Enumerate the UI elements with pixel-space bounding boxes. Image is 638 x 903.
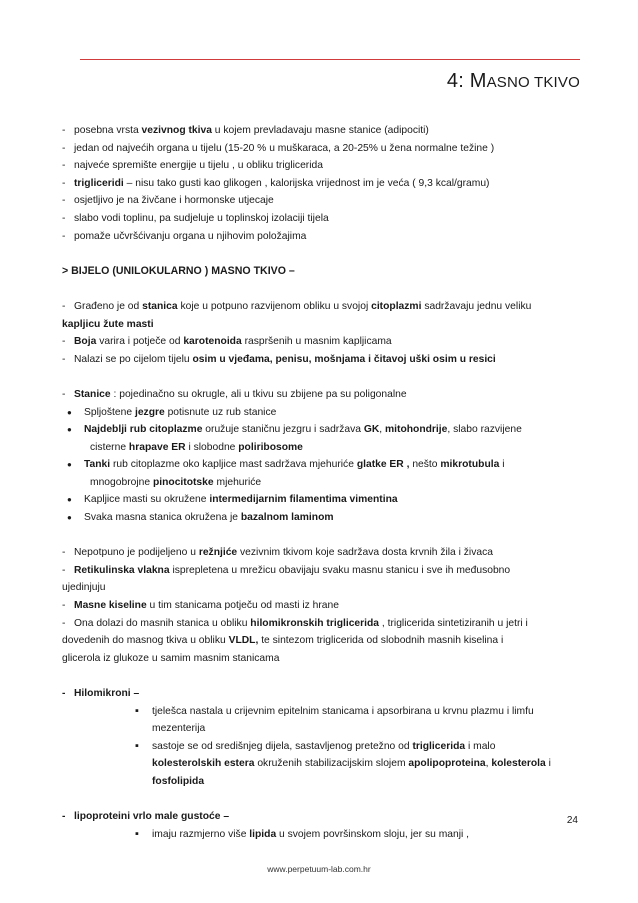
bullet-item: ● Svaka masna stanica okružena je bazalnom laminom — [62, 509, 582, 527]
text-line: - Masne kiseline u tim stanicama potječu od masti iz hrane — [62, 600, 339, 612]
list-item: - jedan od najvećih organa u tijelu (15-20 % u muškaraca, a 20-25% u žena normalne težine ) — [62, 142, 495, 154]
text-line: - Stanice : pojedinačno su okrugle, ali u tkivu su zbijene pa su poligonalne — [62, 388, 407, 400]
list-item: - pomaže učvršćivanju organa u njihovim položajima — [62, 230, 307, 242]
list-item: - najveće spremište energije u tijelu , u obliku triglicerida — [62, 160, 323, 172]
bullet-continuation: mezenterija — [152, 723, 206, 735]
text-line: - Nepotpuno je podijeljeno u režnjiće vezivnim tkivom koje sadržava dosta krvnih žila i živaca — [62, 547, 493, 559]
bullet-item: ● Tanki rub citoplazme oko kapljice mast sadržava mjehuriće glatke ER , nešto mikrotubula i — [62, 456, 582, 474]
text-line: ujedinjuju — [62, 582, 106, 594]
page-title: 4: MASNO TKIVO — [446, 70, 580, 92]
bullet-continuation: fosfolipida — [152, 775, 205, 787]
paragraph-structure — [62, 298, 582, 368]
list-item: - posebna vrsta vezivnog tkiva u kojem prevladavaju masne stanice (adipociti) — [62, 125, 429, 136]
subheading: - lipoproteini vrlo male gustoće – — [62, 811, 230, 823]
bullet-item: ● Spljoštene jezgre potisnute uz rub stanice — [62, 404, 582, 422]
intro-list — [62, 122, 582, 245]
text-line: kapljicu žute masti — [62, 318, 154, 330]
bullet-continuation: mnogobrojne pinocitotske mjehuriće — [90, 476, 262, 488]
list-item: - osjetljivo je na živčane i hormonske utjecaje — [62, 195, 274, 207]
text-line: - Ona dolazi do masnih stanica u obliku hilomikronskih triglicerida , triglicerida sintetiziranih u jetri i — [62, 617, 528, 629]
section-heading: > BIJELO (UNILOKULARNO ) MASNO TKIVO – — [62, 264, 295, 277]
text-line: dovedenih do masnog tkiva u obliku VLDL, te sintezom triglicerida od slobodnih masnih kiselina i — [62, 635, 504, 647]
page-content — [62, 122, 582, 843]
text-line: - Retikulinska vlakna isprepletena u mrežicu obavijaju svaku masnu stanicu i sve ih međusobno — [62, 564, 511, 576]
cells-section — [62, 386, 582, 527]
square-bullet-item: ▪ imaju razmjerno više lipida u svojem površinskom sloju, jer su manji , — [62, 826, 582, 844]
list-item: - slabo vodi toplinu, pa sudjeluje u toplinskoj izolaciji tijela — [62, 212, 329, 224]
list-item: - trigliceridi – nisu tako gusti kao glikogen , kalorijska vrijednost im je veća ( 9,3 kcal/gramu) — [62, 177, 490, 189]
square-bullet-item: ▪ tjelešca nastala u crijevnim epitelnim stanicama i apsorbirana u krvnu plazmu i limfu — [62, 703, 582, 721]
text-line: - Građeno je od stanica koje u potpuno razvijenom obliku u svojoj citoplazmi sadržavaju jednu veliku — [62, 300, 532, 312]
vldl-section — [62, 808, 582, 843]
text-line: glicerola iz glukoze u samim masnim stanicama — [62, 652, 280, 664]
bullet-item: ● Najdeblji rub citoplazme oružuje staničnu jezgru i sadržava GK, mitohondrije, slabo razvijene — [62, 421, 582, 439]
footer-url: www.perpetuum-lab.com.hr — [267, 864, 371, 874]
square-bullet-item: ▪ sastoje se od središnjeg dijela, sastavljenog pretežno od triglicerida i malo — [62, 738, 582, 756]
header-rule — [80, 59, 580, 60]
bullet-continuation: kolesterolskih estera okruženih stabilizacijskim slojem apolipoproteina, kolesterola i — [152, 758, 551, 770]
paragraph-lobules — [62, 544, 582, 667]
subheading: - Hilomikroni – — [62, 688, 140, 699]
bullet-item: ● Kapljice masti su okružene intermedijarnim filamentima vimentina — [62, 491, 582, 509]
page-number: 24 — [566, 815, 578, 826]
chylomicrons-section — [62, 685, 582, 791]
text-line: - Boja varira i potječe od karotenoida raspršenih u masnim kapljicama — [62, 336, 392, 348]
bullet-continuation: cisterne hrapave ER i slobodne poliribosome — [90, 441, 303, 453]
text-line: - Nalazi se po cijelom tijelu osim u vjeđama, penisu, mošnjama i čitavoj uški osim u resici — [62, 353, 496, 365]
